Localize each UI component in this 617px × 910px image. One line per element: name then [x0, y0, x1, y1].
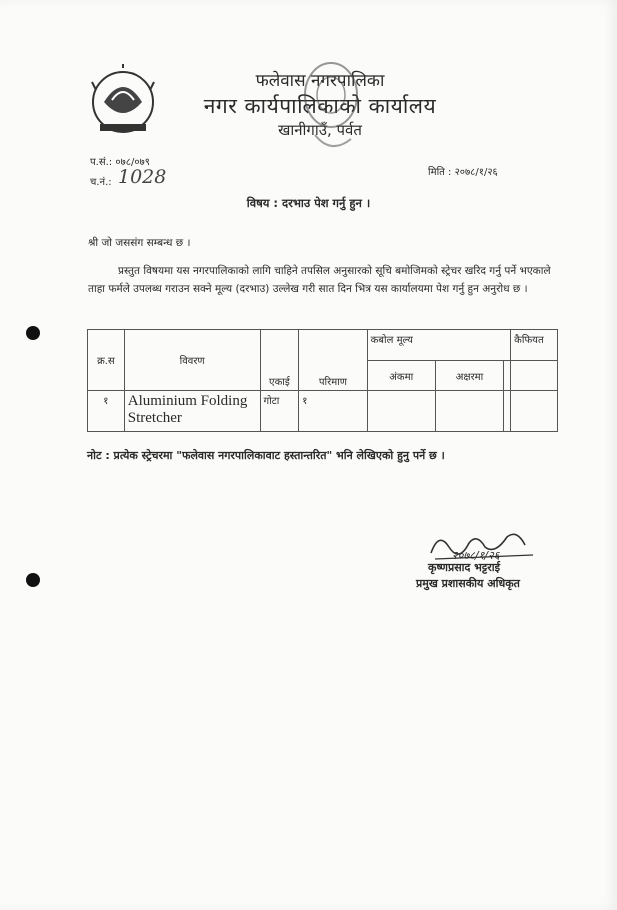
municipality-name: फलेवास नगरपालिका: [255, 71, 385, 91]
row-in-figures: [367, 391, 435, 432]
row-unit: गोटा: [260, 391, 299, 432]
row-quantity: १: [299, 391, 367, 432]
quotation-table: [87, 329, 558, 432]
signature-date: २०७८/१/२६: [452, 549, 500, 562]
dispatch-number-handwritten: 1028: [118, 166, 167, 188]
office-name: नगर कार्यपालिकाको कार्यालय: [203, 94, 437, 118]
signatory-title: प्रमुख प्रशासकीय अधिकृत: [416, 577, 520, 590]
office-seal-icon: [295, 55, 367, 165]
header-in-words: अक्षरमा: [435, 361, 503, 391]
row-sn: १: [88, 391, 125, 432]
header-description: विवरण: [124, 330, 260, 391]
punch-hole-bottom: [26, 573, 40, 587]
punch-hole-top: [26, 326, 40, 340]
letter-date: मिति : २०७८/१/२६: [428, 167, 498, 178]
nepal-emblem-icon: [86, 62, 160, 142]
letter-subject: विषय : दरभाउ पेश गर्नु हुन ।: [246, 196, 371, 210]
header-quoted-price: कबोल मूल्य: [367, 330, 511, 361]
row-in-words: [435, 391, 503, 432]
header-unit: एकाई: [260, 330, 299, 391]
note: नोट : प्रत्येक स्ट्रेचरमा "फलेवास नगरपालिकावाट हस्तान्तरित" भनि लेखिएको हुनु पर्ने छ ।: [87, 449, 445, 462]
dispatch-number-label: च.नं.:: [90, 177, 112, 188]
row-description: Aluminium Folding Stretcher: [124, 391, 260, 432]
header-remarks: कैफियत: [511, 330, 558, 361]
table-header-row: [88, 330, 558, 361]
table-row: [88, 391, 558, 432]
signatory-name: कृष्णप्रसाद भट्टराई: [428, 561, 501, 574]
letter-body: प्रस्तुत विषयमा यस नगरपालिकाको लागि चाहिने तपसिल अनुसारको सूचि बमोजिमको स्ट्रेचर खरिद गर्नु पर्ने भएकाले ताहा फर्मले उपलब्ध गराउन सक्ने मूल्य (दरभाउ) उल्लेख गरी सात दिन भित्र यस कार्यालयमा पेश गर्नु हुन अनुरोध छ ।: [88, 265, 551, 295]
header-quantity: परिमाण: [299, 330, 367, 391]
header-spacer-cell: [504, 361, 511, 391]
header-remarks-blank: [511, 361, 558, 391]
header-sn: क्र.स: [88, 330, 125, 391]
row-spacer-cell: [504, 391, 511, 432]
letter-number: प.सं.: ०७८/०७९: [90, 157, 150, 168]
row-remarks: [511, 391, 558, 432]
office-address: खानीगाउँ, पर्वत: [278, 121, 362, 139]
salutation: श्री जो जससंग सम्बन्ध छ ।: [88, 237, 191, 249]
header-in-figures: अंकमा: [367, 361, 435, 391]
